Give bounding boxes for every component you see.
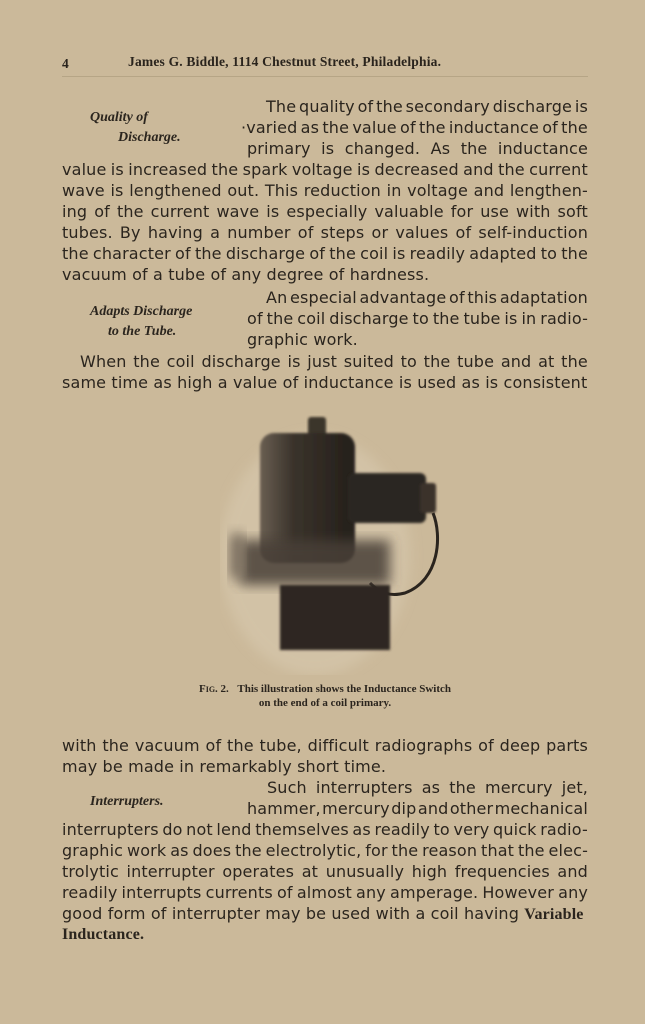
word: or	[371, 223, 389, 242]
text-line	[62, 903, 588, 924]
text-line	[62, 201, 588, 222]
text-line: vacuum of a tube of any degree of hardness.	[62, 265, 430, 284]
word: the	[194, 244, 222, 263]
paragraph-adapts-indent	[247, 287, 588, 350]
word: as	[352, 820, 371, 839]
sidenote-line: Interrupters.	[90, 794, 164, 809]
header-rule	[62, 76, 588, 77]
word: hammer,	[247, 799, 321, 818]
word: is	[392, 244, 406, 263]
word: in	[386, 181, 402, 200]
word: not	[186, 820, 213, 839]
text-line	[247, 777, 588, 798]
word: the	[561, 244, 588, 263]
word: coil	[360, 244, 389, 263]
word: coil	[166, 352, 195, 371]
word: of	[542, 118, 558, 137]
paragraph-continued	[62, 735, 588, 777]
word: the	[423, 352, 451, 371]
word: interrupters	[62, 820, 159, 839]
word: as	[170, 841, 189, 860]
word: almost	[296, 883, 352, 902]
word: ·varied	[241, 118, 298, 137]
word: discharge	[225, 244, 306, 263]
word: is	[504, 309, 518, 328]
text-line	[247, 287, 588, 308]
word: inductance	[448, 118, 539, 137]
word: difficult	[307, 736, 369, 755]
word: work	[127, 841, 167, 860]
page-header	[62, 53, 588, 75]
word: reduction	[303, 181, 381, 200]
word: readily	[62, 883, 118, 902]
caption-text: on the end of a coil primary.	[258, 697, 392, 709]
word: of	[455, 223, 472, 242]
word: at	[301, 862, 319, 881]
paragraph-interrupters	[62, 819, 588, 945]
word: spark	[242, 160, 288, 179]
word: This	[264, 181, 299, 200]
word: of	[276, 883, 293, 902]
word: mercury	[484, 778, 553, 797]
word: suited	[343, 352, 394, 371]
word: adaptation	[499, 288, 588, 307]
word: themselves	[255, 820, 349, 839]
word: at	[538, 352, 555, 371]
word: for	[365, 841, 388, 860]
word: lengthened	[129, 181, 222, 200]
word: increased	[128, 160, 208, 179]
word: the	[460, 139, 488, 158]
word: inductance	[497, 139, 588, 158]
sidenote-line: Adapts Discharge	[90, 304, 193, 319]
word: to	[412, 309, 429, 328]
word: frequencies	[454, 862, 550, 881]
word: advantage	[359, 288, 447, 307]
text-line	[62, 222, 588, 243]
word: a	[210, 223, 221, 242]
paragraph-interrupters-indent	[247, 777, 588, 819]
word: An	[266, 288, 288, 307]
word: electrolytic,	[265, 841, 362, 860]
word: As	[430, 139, 451, 158]
word: ing	[62, 202, 88, 221]
word: When	[80, 352, 127, 371]
word: of	[478, 736, 494, 755]
text-segment: good form of interrupter may be used with a coil having	[62, 904, 520, 923]
word: and	[463, 160, 494, 179]
word: value	[352, 118, 397, 137]
word: tube	[463, 309, 501, 328]
word: changed.	[344, 139, 421, 158]
word: the	[329, 244, 356, 263]
word: the	[449, 778, 476, 797]
word: is	[321, 139, 335, 158]
word: the	[432, 309, 460, 328]
word: steps	[320, 223, 365, 242]
word: tube	[457, 352, 495, 371]
figure-caption	[62, 682, 588, 710]
word: self-induction	[478, 223, 588, 242]
word: Such	[267, 778, 307, 797]
word: current	[150, 202, 210, 221]
text-line	[62, 351, 588, 372]
page-number: 4	[62, 56, 69, 71]
word: adapted	[469, 244, 537, 263]
inductance-switch-photo	[220, 415, 445, 675]
word: in	[521, 309, 537, 328]
text-line	[247, 308, 588, 329]
sidenote-quality	[90, 108, 181, 148]
word: character	[92, 244, 171, 263]
word: the	[133, 352, 160, 371]
word: readily	[374, 820, 430, 839]
word: the	[102, 736, 130, 755]
text-line	[62, 180, 588, 201]
emphasis-inductance: Inductance.	[62, 926, 145, 943]
word: of	[94, 202, 110, 221]
word: radiographs	[374, 736, 473, 755]
word: quick	[493, 820, 537, 839]
paragraph-when	[62, 351, 588, 393]
text-line: same time as high a value of inductance is used as is consistent	[62, 373, 588, 392]
word: do	[162, 820, 183, 839]
word: the	[62, 244, 89, 263]
word: trolytic	[62, 862, 119, 881]
word: graphic	[62, 841, 124, 860]
word: reason	[422, 841, 478, 860]
text-line	[62, 243, 588, 264]
word: dip	[391, 799, 417, 818]
word: deep	[499, 736, 541, 755]
text-line	[62, 882, 588, 903]
text-line: graphic work.	[247, 330, 358, 349]
word: decreased	[374, 160, 459, 179]
word: mercury	[322, 799, 390, 818]
word: readily	[409, 244, 466, 263]
word: of	[400, 118, 416, 137]
word: the	[266, 309, 294, 328]
word: does	[192, 841, 232, 860]
word: of	[449, 288, 465, 307]
word: interrupter	[126, 862, 215, 881]
sidenote-line: Quality of	[90, 110, 148, 125]
sidenote-adapts	[90, 302, 192, 342]
word: out.	[227, 181, 260, 200]
text-line	[62, 861, 588, 882]
word: interrupters	[315, 778, 413, 797]
word: of	[309, 244, 326, 263]
word: the	[322, 118, 350, 137]
word: wave	[62, 181, 105, 200]
word: the	[418, 118, 446, 137]
word: value	[62, 160, 107, 179]
word: currents	[205, 883, 273, 902]
word: tubes.	[62, 223, 113, 242]
word: of	[175, 244, 191, 263]
word: discharge	[201, 352, 281, 371]
figure-label: Fig. 2.	[199, 683, 229, 695]
text-line	[62, 735, 588, 756]
word: the	[235, 841, 262, 860]
word: especially	[286, 202, 368, 221]
word: for	[450, 202, 474, 221]
word: quality	[299, 97, 355, 116]
word: the	[376, 97, 403, 116]
word: primary	[247, 139, 311, 158]
word: especial	[290, 288, 357, 307]
word: other	[449, 799, 494, 818]
word: jet,	[561, 778, 588, 797]
word: the	[517, 841, 545, 860]
word: with	[515, 202, 551, 221]
sidenote-line: to the Tube.	[108, 324, 177, 339]
text-line	[247, 96, 588, 117]
word: radio-	[540, 309, 588, 328]
word: unusually	[325, 862, 405, 881]
text-line: may be made in remarkably short time.	[62, 757, 387, 776]
word: is	[266, 202, 280, 221]
word: amperage.	[390, 883, 479, 902]
word: any	[356, 883, 386, 902]
word: operates	[222, 862, 295, 881]
word: of	[247, 309, 263, 328]
word: By	[119, 223, 141, 242]
caption-text: This illustration shows the Inductance Switch	[237, 683, 451, 695]
word: discharge	[329, 309, 409, 328]
paragraph-quality-indent	[241, 96, 588, 159]
text-line	[62, 819, 588, 840]
word: is	[110, 160, 124, 179]
word: voltage	[291, 160, 353, 179]
word: vacuum	[134, 736, 200, 755]
word: use	[480, 202, 509, 221]
emphasis-variable: Variable	[524, 906, 584, 923]
word: is	[357, 160, 371, 179]
word: However	[482, 883, 555, 902]
word: high	[411, 862, 448, 881]
text-line	[247, 138, 588, 159]
word: and	[473, 181, 505, 200]
running-title: James G. Biddle, 1114 Chestnut Street, Philadelphia.	[128, 54, 442, 69]
word: lend	[216, 820, 252, 839]
word: the	[116, 202, 144, 221]
word: to	[540, 244, 558, 263]
word: elec-	[548, 841, 588, 860]
word: to	[433, 820, 450, 839]
word: the	[498, 160, 525, 179]
word: The	[266, 97, 297, 116]
paragraph-quality	[62, 159, 588, 285]
word: is	[287, 352, 301, 371]
word: current	[529, 160, 588, 179]
word: lengthen-	[509, 181, 588, 200]
word: wave	[216, 202, 260, 221]
word: having	[147, 223, 203, 242]
word: any	[558, 883, 588, 902]
word: as	[300, 118, 320, 137]
word: the	[391, 841, 419, 860]
word: number	[227, 223, 291, 242]
word: values	[395, 223, 449, 242]
word: of	[357, 97, 374, 116]
word: valuable	[374, 202, 444, 221]
word: is	[574, 97, 588, 116]
word: the	[211, 160, 239, 179]
word: very	[453, 820, 490, 839]
text-line	[62, 840, 588, 861]
word: that	[481, 841, 515, 860]
word: the	[561, 352, 588, 371]
word: and	[417, 799, 449, 818]
word: this	[467, 288, 498, 307]
word: parts	[546, 736, 588, 755]
word: voltage	[407, 181, 468, 200]
word: of	[205, 736, 222, 755]
word: of	[297, 223, 314, 242]
word: to	[400, 352, 417, 371]
word: just	[307, 352, 338, 371]
word: and	[500, 352, 532, 371]
sidenote-line: Discharge.	[118, 130, 181, 145]
word: as	[421, 778, 441, 797]
sidenote-interrupters	[90, 792, 164, 812]
word: the	[561, 118, 588, 137]
text-line	[241, 117, 588, 138]
word: soft	[557, 202, 588, 221]
word: interrupts	[121, 883, 202, 902]
word: secondary	[405, 97, 490, 116]
text-line	[62, 159, 588, 180]
text-line	[247, 798, 588, 819]
word: with	[62, 736, 97, 755]
word: and	[557, 862, 588, 881]
word: discharge	[492, 97, 573, 116]
word: coil	[297, 309, 326, 328]
word: tube,	[259, 736, 302, 755]
word: the	[227, 736, 254, 755]
word: radio-	[540, 820, 588, 839]
word: is	[110, 181, 124, 200]
word: mechanical	[494, 799, 588, 818]
